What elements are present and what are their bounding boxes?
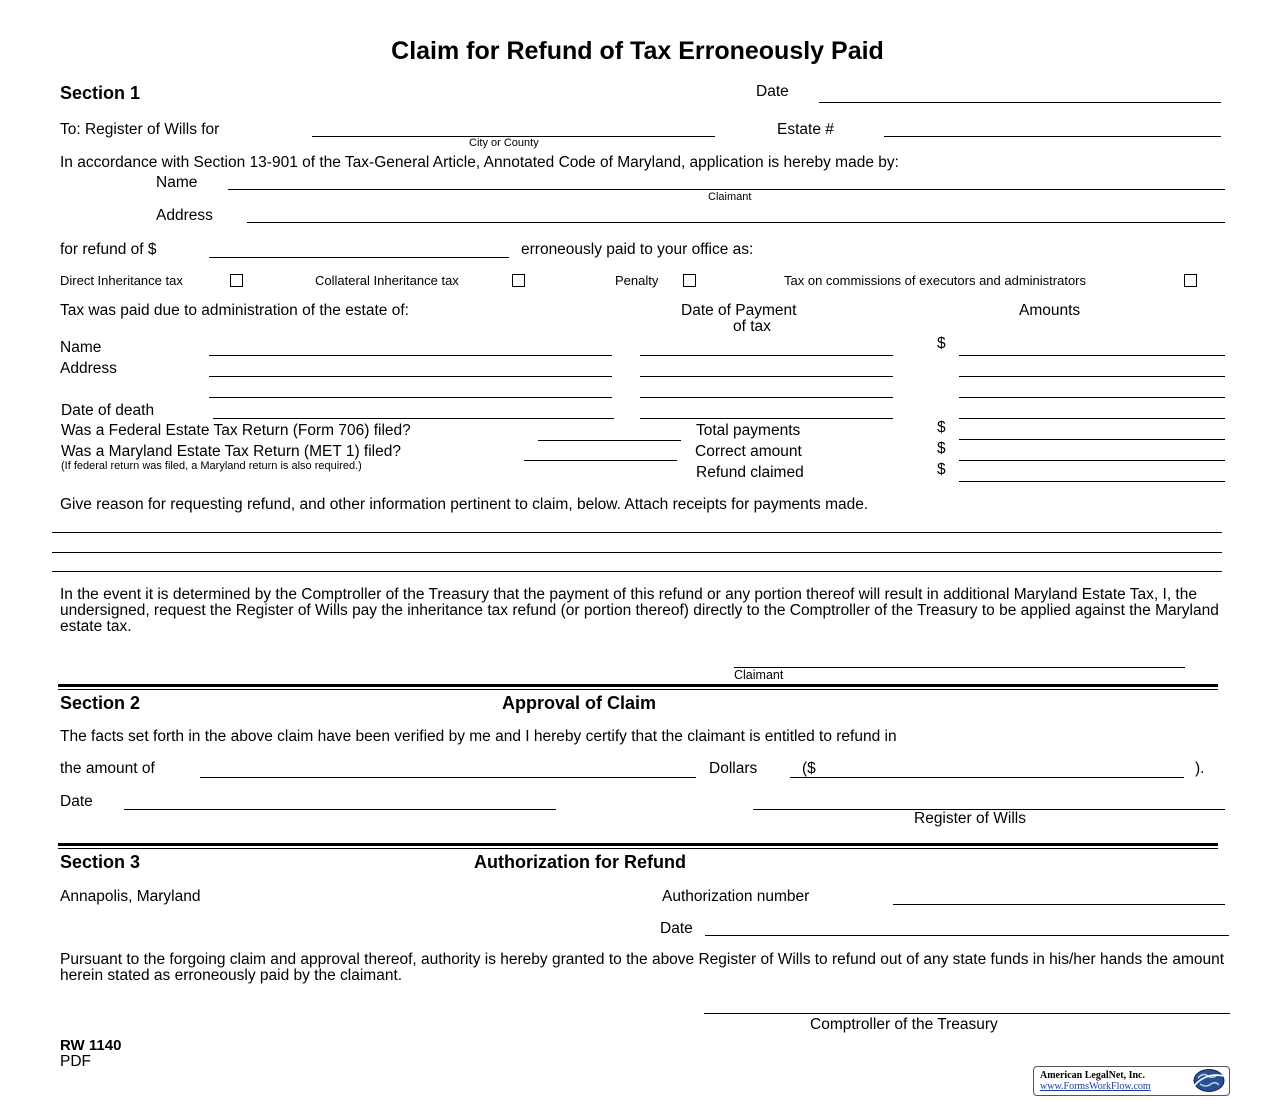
refund-amount-field[interactable] bbox=[209, 241, 509, 258]
comptroller-caption: Comptroller of the Treasury bbox=[810, 1016, 998, 1033]
approval-of-claim-title: Approval of Claim bbox=[502, 693, 657, 713]
penalty-label: Penalty bbox=[615, 273, 659, 288]
approval-date-field[interactable] bbox=[124, 793, 556, 810]
claimant-address-label: Address bbox=[156, 207, 213, 224]
claimant-address-field[interactable] bbox=[247, 206, 1225, 223]
amount-field-2[interactable] bbox=[959, 360, 1225, 377]
estate-number-label: Estate # bbox=[777, 121, 834, 138]
comptroller-request-paragraph: In the event it is determined by the Comptroller of the Treasury that the payment of this refund or any portion thereof will result in additional Maryland Estate Tax, I, the undersigned, request the Register of Wills pay the inheritance tax refund (or portion thereof) directly to the Comptroller of the Treasury to be applied against the Maryland estate tax. bbox=[60, 586, 1219, 635]
amount-dollar-sign: $ bbox=[937, 335, 946, 352]
claimant-signature-field[interactable] bbox=[734, 651, 1185, 668]
authorization-date-field[interactable] bbox=[705, 919, 1229, 936]
city-county-field[interactable] bbox=[312, 120, 715, 137]
collateral-inheritance-label: Collateral Inheritance tax bbox=[315, 273, 459, 288]
direct-inheritance-label: Direct Inheritance tax bbox=[60, 273, 183, 288]
refund-claimed-field[interactable] bbox=[959, 465, 1225, 482]
total-payments-field[interactable] bbox=[959, 423, 1225, 440]
decedent-address-label: Address bbox=[60, 360, 117, 377]
date-field[interactable] bbox=[819, 86, 1221, 103]
section-2-divider bbox=[58, 684, 1218, 690]
date-of-death-label: Date of death bbox=[61, 402, 155, 419]
refund-claimed-dollar-sign: $ bbox=[937, 461, 946, 478]
section-1-heading: Section 1 bbox=[60, 83, 141, 103]
erroneously-paid-text: erroneously paid to your office as: bbox=[521, 241, 754, 258]
amount-field-3[interactable] bbox=[959, 381, 1225, 398]
format-label: PDF bbox=[60, 1053, 91, 1070]
of-tax-header: of tax bbox=[733, 318, 771, 335]
amount-field-1[interactable] bbox=[959, 339, 1225, 356]
administration-label: Tax was paid due to administration of the estate of: bbox=[60, 302, 409, 319]
collateral-inheritance-checkbox[interactable] bbox=[512, 274, 525, 287]
date-of-payment-header: Date of Payment bbox=[681, 302, 797, 319]
amount-field-4[interactable] bbox=[959, 402, 1225, 419]
decedent-name-field[interactable] bbox=[209, 339, 612, 356]
date-of-death-field[interactable] bbox=[213, 402, 614, 419]
correct-amount-dollar-sign: $ bbox=[937, 440, 946, 457]
refund-claimed-label: Refund claimed bbox=[696, 464, 804, 481]
approval-date-label: Date bbox=[60, 793, 93, 810]
date-label: Date bbox=[756, 83, 789, 100]
accordance-text: In accordance with Section 13-901 of the Tax-General Article, Annotated Code of Maryland, application is hereby made by: bbox=[60, 154, 899, 171]
claimant-name-label: Name bbox=[156, 174, 198, 191]
authorization-for-refund-title: Authorization for Refund bbox=[474, 852, 686, 872]
form-id: RW 1140 bbox=[60, 1037, 122, 1054]
estate-number-field[interactable] bbox=[884, 120, 1221, 137]
logo-url[interactable]: www.FormsWorkFlow.com bbox=[1040, 1081, 1151, 1092]
paren-dollar-open: ($ bbox=[802, 760, 816, 777]
claimant-signature-caption: Claimant bbox=[734, 668, 784, 682]
direct-inheritance-checkbox[interactable] bbox=[230, 274, 243, 287]
commissions-tax-checkbox[interactable] bbox=[1184, 274, 1197, 287]
payment-date-field-4[interactable] bbox=[640, 402, 893, 419]
decedent-name-label: Name bbox=[60, 339, 102, 356]
authorization-date-label: Date bbox=[660, 920, 693, 937]
section-3-heading: Section 3 bbox=[60, 852, 141, 872]
register-of-wills-caption: Register of Wills bbox=[914, 810, 1026, 827]
correct-amount-label: Correct amount bbox=[695, 443, 802, 460]
refund-amount-label: for refund of $ bbox=[60, 241, 157, 258]
total-payments-dollar-sign: $ bbox=[937, 419, 946, 436]
authorization-number-label: Authorization number bbox=[662, 888, 810, 905]
page-title: Claim for Refund of Tax Erroneously Paid bbox=[391, 37, 884, 65]
globe-icon bbox=[1192, 1068, 1226, 1093]
decedent-address-field-1[interactable] bbox=[209, 360, 612, 377]
maryland-return-note: (If federal return was filed, a Maryland return is also required.) bbox=[61, 460, 362, 472]
dollars-label: Dollars bbox=[709, 760, 758, 777]
reason-field-1[interactable] bbox=[52, 516, 1222, 533]
maryland-return-question: Was a Maryland Estate Tax Return (MET 1) filed? bbox=[61, 443, 401, 460]
amount-of-label: the amount of bbox=[60, 760, 155, 777]
federal-return-field[interactable] bbox=[538, 424, 681, 441]
approved-amount-words-field[interactable] bbox=[200, 761, 696, 778]
correct-amount-field[interactable] bbox=[959, 444, 1225, 461]
pursuant-paragraph: Pursuant to the forgoing claim and approval thereof, authority is hereby granted to the above Register of Wills to refund out of any state funds in his/her hands the amount herein stated as erroneously paid by the claimant. bbox=[60, 951, 1225, 984]
amounts-header: Amounts bbox=[1019, 302, 1081, 319]
payment-date-field-3[interactable] bbox=[640, 381, 893, 398]
reason-field-2[interactable] bbox=[52, 536, 1222, 553]
comptroller-signature-field[interactable] bbox=[704, 997, 1230, 1014]
approved-amount-numeric-field[interactable] bbox=[790, 761, 1184, 778]
reason-instructions: Give reason for requesting refund, and other information pertinent to claim, below. Attach receipts for payments made. bbox=[60, 496, 869, 513]
certify-text: The facts set forth in the above claim have been verified by me and I hereby certify that the claimant is entitled to refund in bbox=[60, 728, 897, 745]
payment-date-field-1[interactable] bbox=[640, 339, 893, 356]
section-2-heading: Section 2 bbox=[60, 693, 141, 713]
american-legalnet-logo[interactable] bbox=[1033, 1066, 1230, 1096]
reason-field-3[interactable] bbox=[52, 555, 1222, 572]
claimant-caption: Claimant bbox=[708, 191, 752, 203]
decedent-address-field-2[interactable] bbox=[209, 381, 612, 398]
to-register-label: To: Register of Wills for bbox=[60, 121, 220, 138]
authorization-number-field[interactable] bbox=[893, 888, 1225, 905]
logo-company-name: American LegalNet, Inc. bbox=[1040, 1070, 1145, 1081]
penalty-checkbox[interactable] bbox=[683, 274, 696, 287]
city-county-caption: City or County bbox=[469, 137, 539, 149]
claimant-name-field[interactable] bbox=[228, 173, 1225, 190]
maryland-return-field[interactable] bbox=[524, 444, 677, 461]
total-payments-label: Total payments bbox=[696, 422, 801, 439]
annapolis-location: Annapolis, Maryland bbox=[60, 888, 201, 905]
federal-return-question: Was a Federal Estate Tax Return (Form 706) filed? bbox=[61, 422, 411, 439]
payment-date-field-2[interactable] bbox=[640, 360, 893, 377]
section-3-divider bbox=[58, 843, 1218, 849]
commissions-tax-label: Tax on commissions of executors and administrators bbox=[784, 273, 1087, 288]
register-signature-field[interactable] bbox=[753, 793, 1225, 810]
paren-close: ). bbox=[1195, 760, 1205, 777]
